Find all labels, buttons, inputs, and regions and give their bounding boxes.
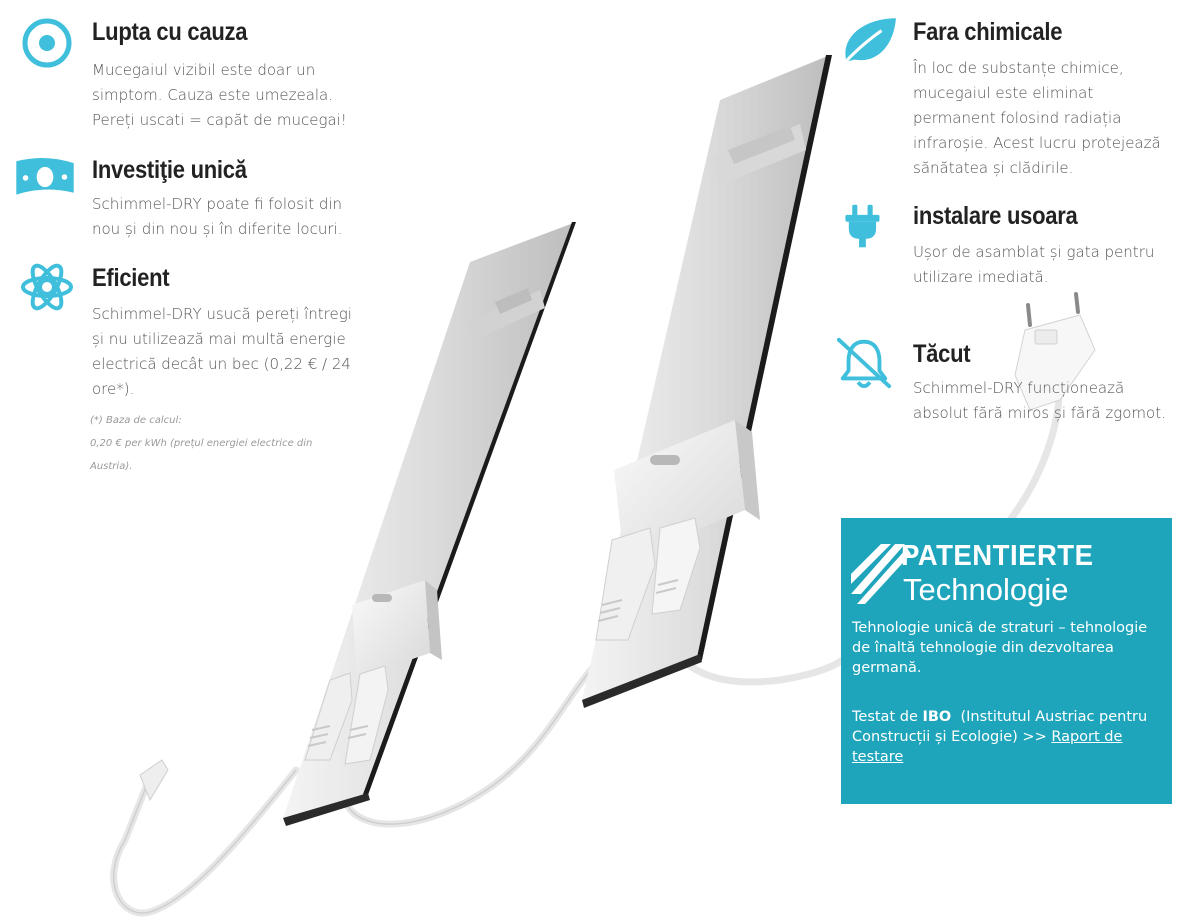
- atom-gear-icon: [20, 260, 74, 314]
- feature-text: Schimmel-DRY usucă pereți întregi și nu utilizează mai multă energie electrică decât un bec (0,22 € / 24 ore*).: [92, 305, 352, 398]
- feature-instalare-usoara: [836, 198, 1176, 298]
- plug-icon: [842, 200, 888, 252]
- money-icon: [12, 152, 78, 202]
- feature-title: Investiţie unică: [92, 156, 247, 184]
- patent-test-info: [852, 707, 1164, 767]
- footnote-line: (*) Baza de calcul:: [90, 415, 182, 426]
- footnote: [90, 409, 350, 478]
- test-prefix: Testat de: [852, 709, 923, 725]
- feature-eficient: [18, 258, 358, 408]
- target-icon: [20, 16, 74, 70]
- feature-text: Ușor de asamblat și gata pentru utilizare imediată.: [913, 243, 1155, 286]
- patent-description: Tehnologie unică de straturi – tehnologie de înaltă tehnologie din dezvoltarea germană.: [852, 620, 1148, 676]
- feature-investitie-unica: [12, 150, 362, 240]
- test-org: IBO: [922, 709, 952, 725]
- leaf-icon: [836, 14, 898, 70]
- feature-text: Schimmel-DRY poate fi folosit din nou și din nou și în diferite locuri.: [92, 195, 343, 238]
- feature-fara-chimicale: [836, 14, 1176, 184]
- feature-title: Tăcut: [913, 340, 971, 368]
- feature-title: Fara chimicale: [913, 18, 1063, 46]
- feature-text: În loc de substanțe chimice, mucegaiul este eliminat permanent folosind radiația infraroșie. Acest lucru protejează sănătatea și clădirile.: [913, 59, 1161, 177]
- feature-text: Mucegaiul vizibil este doar un simptom. Cauza este umezeala. Pereți uscati = capăt de mucegai!: [92, 61, 347, 129]
- feature-title: instalare usoara: [913, 202, 1078, 230]
- footnote-line: Austria).: [90, 461, 133, 472]
- report-link[interactable]: Raport de testare: [852, 729, 1123, 765]
- patent-subtitle: Technologie: [903, 572, 1069, 607]
- patent-title: PATENTIERTE: [901, 540, 1094, 572]
- feature-title: Eficient: [92, 264, 170, 292]
- feature-lupta-cu-cauza: [18, 14, 358, 134]
- feature-tacut: [834, 334, 1174, 434]
- feature-title: Lupta cu cauza: [92, 18, 248, 46]
- feature-text: Schimmel-DRY funcționează absolut fără miros și fără zgomot.: [913, 379, 1166, 422]
- footnote-line: 0,20 € per kWh (prețul energiei electrice din: [90, 438, 313, 449]
- test-middle: (Institutul Austriac pentru Construcții și Ecologie) >>: [852, 709, 1152, 745]
- patent-box: [841, 518, 1172, 804]
- bell-off-icon: [834, 334, 894, 392]
